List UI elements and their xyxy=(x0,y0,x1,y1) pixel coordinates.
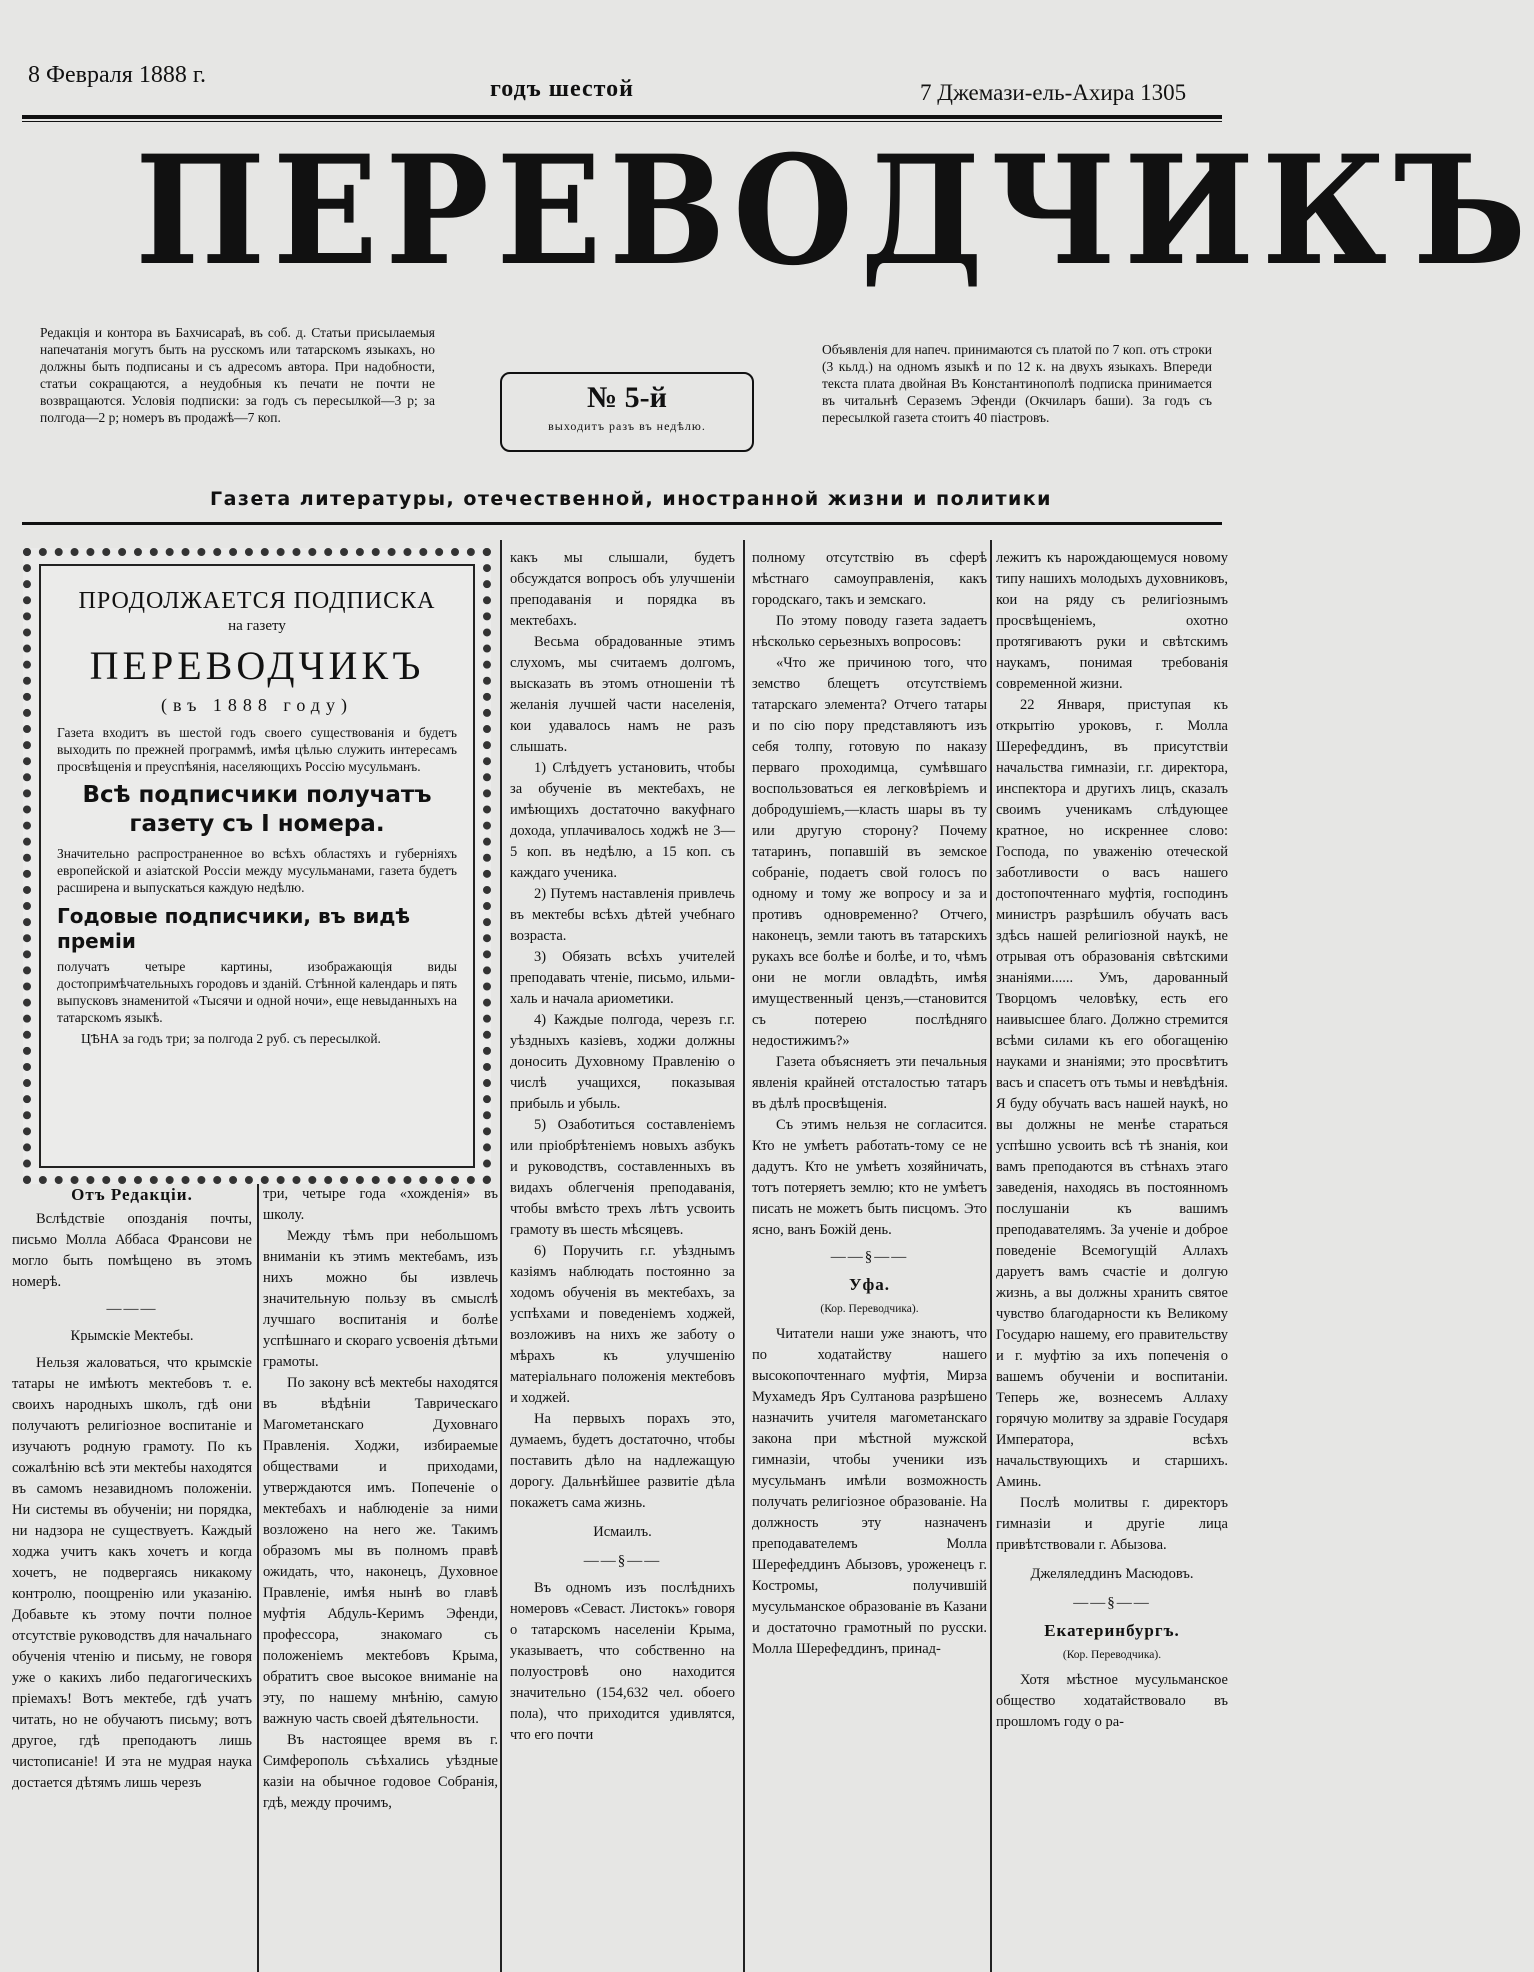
issue-number: № 5-й xyxy=(587,381,667,414)
column-divider xyxy=(743,540,745,1972)
paragraph: 6) Поручить г.г. уѣзднымъ казіямъ наблюдать постоянно за ходомъ обученія въ мектебахъ, за успѣхами и поведеніемъ ходжей, возложивъ на нихъ же заботу о мѣрахъ къ улучшенію матеріальнаго положенія мектебовъ и ходжей. xyxy=(510,1243,735,1406)
author-signature: Исмаилъ. xyxy=(593,1524,652,1540)
paragraph: По закону всѣ мектебы находятся въ вѣдѣніи Таврическаго Магометанскаго Духовнаго Правленія. Ходжи, избираемые обществами и приходами, утверждаются имъ. Попеченіе о мектебахъ и наблюденіе за ними возложено на него же. Такимъ образомъ мы въ полномъ правѣ ожидать, что, наконецъ, Духовное Правленіе, имѣя нынѣ во главѣ муфтія Абдуль-Керимъ Эфенди, профессора, знакомаго съ положеніемъ мектебовъ Крыма, обратитъ свое высокое вниманіе на эту, по нашему мнѣнію, самую важную часть своей дѣятельности. xyxy=(263,1375,498,1727)
column-1 xyxy=(12,1180,252,1794)
column-3 xyxy=(510,548,735,1746)
publication-year: годъ шестой xyxy=(490,76,634,102)
paragraph: На первыхъ порахъ это, думаемъ, будетъ достаточно, чтобы поставить дѣло на надлежащую дорогу. Дальнѣйшее развитіе дѣла покажетъ сама жизнь. xyxy=(510,1411,735,1511)
column-4 xyxy=(752,548,987,1660)
ad-paragraph: Газета входитъ въ шестой годъ своего существованія и будетъ выходить по прежней программѣ, имѣя цѣлью служить интересамъ просвѣщенія и преуспѣянія, населяющихъ Россію мусульманъ. xyxy=(57,725,457,774)
paragraph: «Что же причиною того, что земство блещетъ отсутствіемъ татарскаго элемента? Отчего татары и по сію пору представляютъ изъ себя толпу, готовую по наказу перваго проходимца, сумѣвшаго воспользоваться ея легковѣріемъ и добродушіемъ,—класть шары въ ту или другую сторону? Почему татаринъ, попавшій въ земское собраніе, подаетъ свой голосъ по одному и тому же вопросу и за и противъ одновременно? Отчего, наконецъ, земли таютъ въ татарскихъ рукахъ все болѣе и болѣе, и то, чѣмъ они не могли овладѣть, имѣя имущественный цензъ,—становится съ потерею послѣдняго недостижимъ?» xyxy=(752,655,987,1049)
ad-paragraph: получатъ четыре картины, изображающія виды достопримѣчательныхъ городовъ и зданій. Стѣнной календарь и пять выпусковъ знаменитой «Тысячи и одной ночи», еще невыданныхъ на татарскомъ языкѣ. xyxy=(57,959,457,1025)
top-rule-thin xyxy=(22,121,1222,122)
paragraph: Между тѣмъ при небольшомъ вниманіи къ этимъ мектебамъ, изъ нихъ можно бы извлечь значительную пользу въ смыслѣ лучшаго воспитанія и болѣе успѣшнаго и скораго усвоенія дѣтьми грамоты. xyxy=(263,1228,498,1370)
paragraph: Нельзя жаловаться, что крымскіе татары не имѣютъ мектебовъ т. е. своихъ народныхъ школъ, гдѣ они получаютъ религіозное воспитаніе и изучаютъ родную грамоту. По къ сожалѣнію всѣ эти мектебы находятся въ самомъ незавидномъ положеніи. Ни системы въ обученіи; ни порядка, ни надзора не существуетъ. Каждый ходжа учитъ какъ хочетъ и когда хочетъ, не подвергаясь никакому контролю, поощренію или указанію. Добавьте къ этому почти полное отсутствіе руководствъ для начальнаго обученія чтенію и письму, не говоря уже о какихъ либо педагогическихъ пріемахъ! Вотъ мектебе, гдѣ учатъ читать, но не обучаютъ письму; вотъ другое, гдѣ преподаютъ лишь чистописаніе! И эта не мудрая наука достается дѣтямъ лишь черезъ xyxy=(12,1355,252,1791)
issue-number-box xyxy=(500,372,754,452)
paragraph: Въ одномъ изъ послѣднихъ номеровъ «Севаст. Листокъ» говоря о татарскомъ населеніи Крыма, указываетъ, что собственно на полуостровѣ оно находится значительно (154,632 чел. обоего пола), что приходится удивлятся, что его почти xyxy=(510,1580,735,1743)
column-divider xyxy=(990,540,992,1972)
paragraph: Газета объясняетъ эти печальныя явленія крайней отсталостью татаръ въ дѣлѣ просвѣщенія. xyxy=(752,1054,987,1112)
column-divider xyxy=(257,1175,259,1972)
paragraph: Послѣ молитвы г. директоръ гимназіи и другіе лица привѣтствовали г. Абызова. xyxy=(996,1495,1228,1553)
paragraph: Съ этимъ нельзя не согласится. Кто не умѣетъ работать-тому се не дадутъ. Кто не умѣетъ хозяйничать, тотъ потеряетъ землю; кто не умѣетъ писать не можетъ быть писцомъ. Это ясно, ванъ Божій день. xyxy=(752,1117,987,1238)
correspondent-credit: (Кор. Переводчика). xyxy=(1062,1649,1162,1661)
ad-year: (въ 1888 году) xyxy=(161,695,353,715)
paragraph: Вслѣдствіе опозданія почты, письмо Молла Аббаса Франсови не могло быть помѣщено въ этомъ номерѣ. xyxy=(12,1211,252,1290)
ad-headline: ПРОДОЛЖАЕТСЯ ПОДПИСКА xyxy=(78,588,436,614)
paragraph: 2) Путемъ наставленія привлечь въ мектебы всѣхъ дѣтей учебнаго возраста. xyxy=(510,886,735,944)
paragraph: полному отсутствію въ сферѣ мѣстнаго самоуправленія, какъ городскаго, такъ и земскаго. xyxy=(752,550,987,608)
paragraph: 5) Озаботиться составленіемъ или пріобрѣтеніемъ новыхъ азбукъ и руководствъ, составленныхъ въ видахъ облегченія преподаванія, чтобы вмѣсто трехъ лѣтъ усвоить грамоту въ шесть мѣсяцевъ. xyxy=(510,1117,735,1238)
paragraph: три, четыре года «хожденія» въ школу. xyxy=(263,1186,498,1223)
paragraph: Въ настоящее время въ г. Симферополь съѣхались уѣздные казіи на обычное годовое Собранія, гдѣ, между прочимъ, xyxy=(263,1732,498,1811)
newspaper-subtitle: Газета литературы, отечественной, иностранной жизни и политики xyxy=(210,488,1052,510)
paragraph: По этому поводу газета задаетъ нѣсколько серьезныхъ вопросовъ: xyxy=(752,613,987,650)
paragraph: 3) Обязать всѣхъ учителей преподавать чтеніе, письмо, ильми-халь и начала ариометики. xyxy=(510,949,735,1007)
ad-paper-name: ПЕРЕВОДЧИКЪ xyxy=(89,643,425,688)
paragraph: лежитъ къ нарождающемуся новому типу нашихъ молодыхъ духовниковъ, кои на ряду съ религіознымъ просвѣщеніемъ, охотно протягиваютъ руки и свѣтскимъ наукамъ, понимая требованія современной жизни. xyxy=(996,550,1228,692)
column-divider xyxy=(500,540,502,1972)
subtitle-rule xyxy=(22,522,1222,525)
date-gregorian: 8 Февраля 1888 г. xyxy=(28,62,206,88)
paragraph: 22 Января, приступая къ открытію уроковъ, г. Молла Шерефеддинъ, въ присутствіи начальства гимназіи, г.г. директора, инспектора и другихъ лицъ, сказалъ своимъ ученикамъ слѣдующее кратное, но искреннее слово: Господа, по уваженію отеческой заботливости о васъ нашего достопочтеннаго муфтія, господинъ министръ разрѣшилъ обучать васъ здѣсь нашей религіозной наукѣ, не отрывая отъ образованія свѣтскими знаніями...... Умъ, дарованный Творцомъ человѣку, есть его наивысшее благо. Должно стремится всѣми силами къ его обогащенію науками и знаніями; это просвѣтитъ васъ и спасетъ отъ тьмы и невѣдѣнія. Я буду обучать васъ нашей наукѣ, но вы должны не менѣе стараться успѣшно усвоить всѣ тѣ знанія, кои вамъ преподаются въ стѣнахъ этаго заведенія, находясь въ постоянномъ послушаніи къ вашимъ преподавателямъ. За ученіе и доброе поведеніе Всемогущій Аллахъ даруетъ вамъ счастіе и долгую жизнь, а вы должны хранить святое чувство благодарности къ Великому Государю нашему, его правительству и г. муфтію за ихъ попеченія о вашемъ обученіи и воспитаніи. Теперь же, вознесемъ Аллаху горячую молитву за здравіе Государя Императора, всѣхъ начальствующихъ и старшихъ. Аминь. xyxy=(996,697,1228,1490)
paragraph: 1) Слѣдуетъ установить, чтобы за обученіе въ мектебахъ, не имѣющихъ достаточно вакуфнаго дохода, уплачивалось ходжѣ не 3—5 коп. въ недѣлю, а 15 коп. съ каждаго ученика. xyxy=(510,760,735,881)
ad-on-paper: на газету xyxy=(228,618,286,634)
ornament-divider: ——§—— xyxy=(1073,1595,1151,1611)
section-heading: Екатеринбургъ. xyxy=(1044,1621,1180,1640)
paragraph: Весьма обрадованные этимъ слухомъ, мы считаемъ долгомъ, высказать въ этомъ отношеніи тѣ желанія лучшей части населенія, кои удавалось намъ не разъ слышать. xyxy=(510,634,735,755)
column-2 xyxy=(263,1184,498,1814)
section-heading: Уфа. xyxy=(849,1275,890,1294)
masthead-title: ПЕРЕВОДЧИКЪ xyxy=(135,123,1534,299)
ornament-divider: ——— xyxy=(106,1301,158,1317)
date-hijri: 7 Джемази-ель-Ахира 1305 xyxy=(920,80,1187,105)
paragraph: 4) Каждые полгода, черезъ г.г. уѣздныхъ казіевъ, ходжи должны доносить Духовному Правленію о числѣ учащихся, показывая прибыль и убыль. xyxy=(510,1012,735,1112)
article-heading: Крымскіе Мектебы. xyxy=(70,1328,194,1344)
paragraph: какъ мы слышали, будетъ обсуждатся вопросъ объ улучшеніи преподаванія и порядка въ мектебахъ. xyxy=(510,550,735,629)
author-signature: Джеляледдинъ Масюдовъ. xyxy=(1030,1566,1194,1582)
ornament-divider: ——§—— xyxy=(830,1249,909,1265)
ad-all-subscribers: Всѣ подписчики получатъ газету съ I номера. xyxy=(82,782,432,837)
ornament-divider: ——§—— xyxy=(583,1553,662,1569)
column-5 xyxy=(996,548,1228,1733)
section-heading: Отъ Редакціи. xyxy=(71,1185,193,1204)
correspondent-credit: (Кор. Переводчика). xyxy=(820,1303,919,1315)
advertising-info: Объявленія для напеч. принимаются съ платой по 7 коп. отъ строки (3 кьлд.) на одномъ языкѣ и по 12 к. на двухъ языкахъ. Впереди текста плата двойная Въ Константинополѣ подписка принимается въ читальнѣ Сераземъ Эфенди (Окчиларъ баши). За годъ съ пересылкой газета стоитъ 40 піастровъ. xyxy=(822,342,1212,425)
subscription-ad xyxy=(23,548,491,1184)
ad-price: ЦѢНА за годъ три; за полгода 2 руб. съ пересылкой. xyxy=(81,1031,381,1046)
paragraph: Хотя мѣстное мусульманское общество ходатайствовало въ прошломъ году о ра- xyxy=(996,1672,1228,1730)
ad-annual-subscribers: Годовые подписчики, въ видѣ преміи xyxy=(57,904,411,953)
top-rule xyxy=(22,115,1222,119)
editorial-info: Редакція и контора въ Бахчисараѣ, въ соб. д. Статьи присылаемыя напечатанія могутъ быть на русскомъ или татарскомъ языкахъ, но должны быть подписаны и съ адресомъ автора. При надобности, статьи сокращаются, а неудобныя къ печати не почти не возвращаются. Условія подписки: за годъ съ пересылкой—3 р; за полгода—2 р; номеръ въ продажѣ—7 коп. xyxy=(40,325,435,425)
issue-frequency: выходитъ разъ въ недѣлю. xyxy=(548,419,706,433)
paragraph: Читатели наши уже знаютъ, что по ходатайству нашего высокопочтеннаго муфтія, Мирза Мухамедъ Яръ Султанова разрѣшено назначить учителя магометанскаго закона при мѣстной мужской гимназіи, чтобы ученики изъ мусульманъ имѣли возможность получать религіозное образованіе. На должность эту назначенъ преподавателемъ Молла Шерефеддинъ Абызовъ, уроженецъ г. Костромы, получившій мусульманское образованіе въ Казани и достаточно грамотный по русски. Молла Шерефеддинъ, принад- xyxy=(752,1326,987,1657)
ad-paragraph: Значительно распространенное во всѣхъ областяхъ и губерніяхъ европейской и азіатской Россіи между мусульманами, газета будетъ расширена и выпускаться каждую недѣлю. xyxy=(57,846,457,895)
